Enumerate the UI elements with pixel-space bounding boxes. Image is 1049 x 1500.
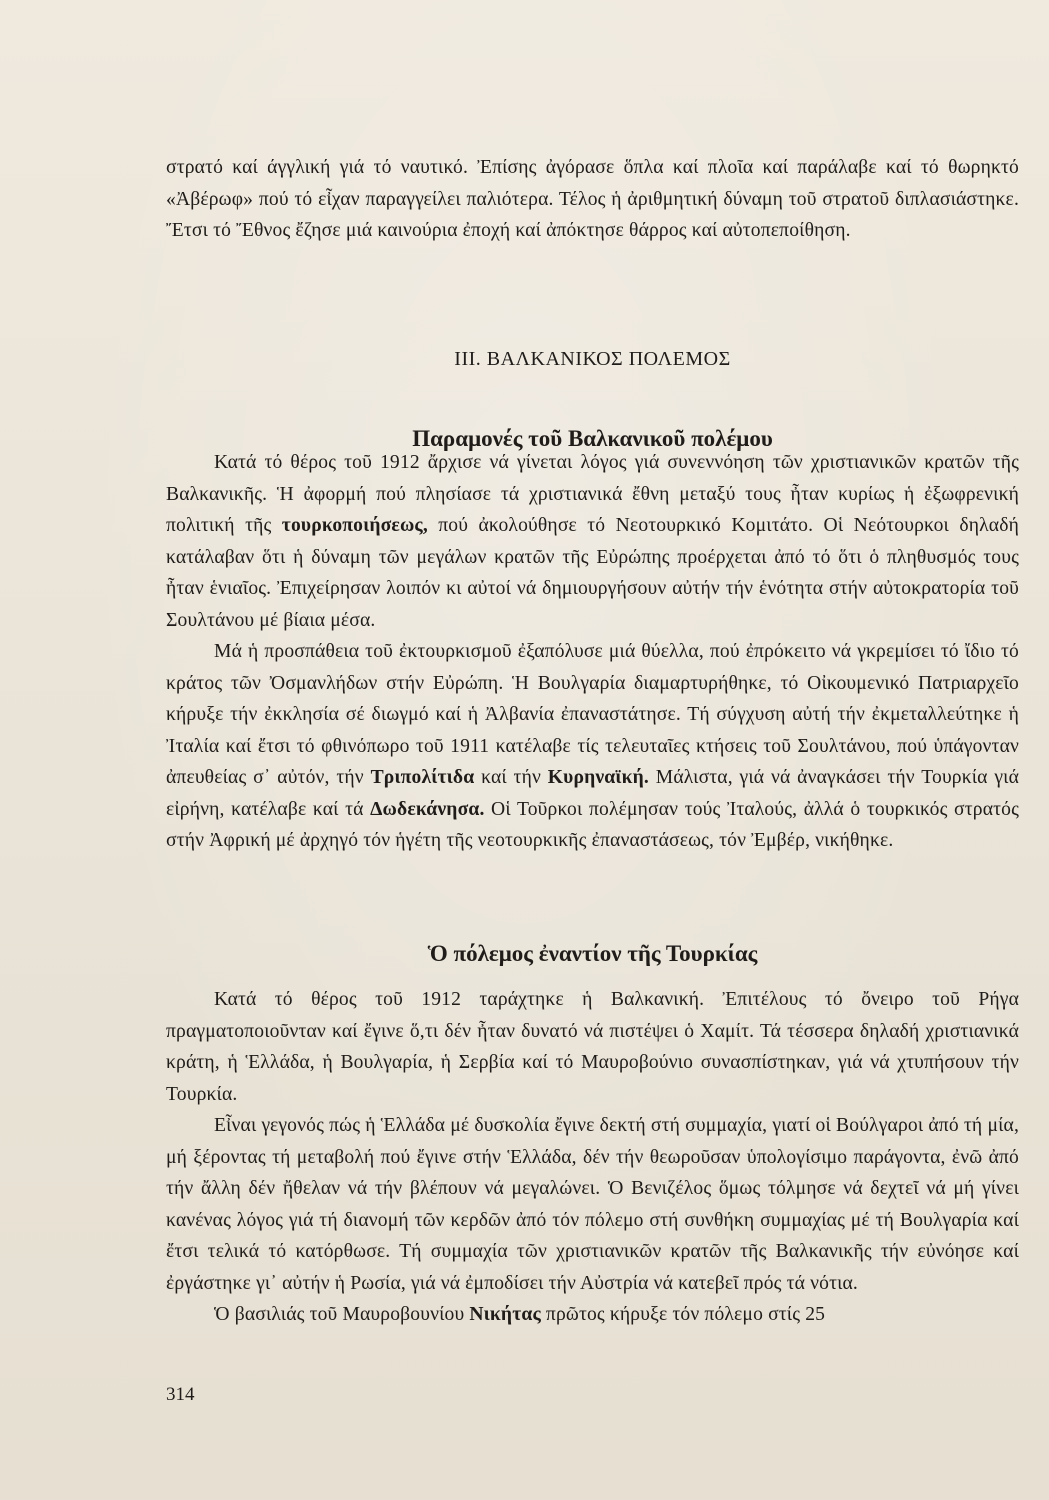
text-run: Ὁ βασιλιάς τοῦ Μαυροβουνίου	[214, 1304, 470, 1325]
section1-body	[166, 447, 1019, 857]
page-number: 314	[166, 1384, 195, 1405]
text-run: Μάλιστα, γιά νά ἀναγκάσει τήν Τουρκία γιά εἰρήνη, κατέλαβε καί τά	[166, 767, 1020, 820]
text-run: πρῶτος κήρυξε τόν πόλεμο στίς 25	[540, 1304, 826, 1325]
text-run: Κατά τό θέρος τοῦ 1912 ἄρχισε νά γίνεται λόγος γιά συνεννόηση τῶν χριστιανικῶν κρατῶν τῆς Βαλκανικῆς. Ἡ ἀφορμή πού πλησίασε τά χριστιανικά ἔθνη μεταξύ τους ἦταν κυρίως ἡ ἐξωφρενική πολιτική τῆς	[166, 452, 1019, 536]
intro-paragraph-block	[166, 152, 1019, 247]
section2-body	[166, 984, 1019, 1331]
bold-term: τουρκοποιήσεως,	[281, 515, 428, 536]
text-run: Μά ἡ προσπάθεια τοῦ ἐκτουρκισμοῦ ἐξαπόλυσε μιά θύελλα, πού ἐπρόκειτο νά γκρεμίσει τό ἴδιο τό κράτος τῶν Ὀσμανλήδων στήν Εὐρώπη. Ἡ Βουλγαρία διαμαρτυρήθηκε, τό Οἰκουμενικό Πατριαρχεῖο κήρυξε τήν ἐκκλησία σέ διωγμό καί ἡ Ἀλβανία ἐπαναστάτησε. Τή σύγχυση αὐτή τήν ἐκμεταλλεύτηκε ἡ Ἰταλία καί ἔτσι τό φθινόπωρο τοῦ 1911 κατέλαβε τίς τελευταῖες κτήσεις τοῦ Σουλτάνου, πού ὑπάγονταν ἀπευθείας σ᾽ αὐτόν, τήν	[166, 641, 1019, 788]
text-run: Οἱ Τοῦρκοι πολέμησαν τούς Ἰταλούς, ἀλλά ὁ τουρκικός στρατός στήν Ἀφρική μέ ἀρχηγό τόν ἡγέτη τῆς νεοτουρκικῆς ἐπαναστάσεως, τόν Ἐμβέρ, νικήθηκε.	[166, 798, 1019, 851]
intro-paragraph: στρατό καί άγγλική γιά τό ναυτικό. Ἐπίσης ἀγόρασε ὅπλα καί πλοῖα καί παράλαβε καί τό θωρηκτό «Ἀβέρωφ» πού τό εἶχαν παραγγείλει παλιότερα. Τέλος ἡ ἀριθμητική δύναμη τοῦ στρατοῦ διπλασιάστηκε. Ἔτσι τό Ἔθνος ἔζησε μιά καινούρια ἐποχή καί ἀπόκτησε θάρρος καί αὐτοπεποίθηση.	[166, 157, 1019, 241]
text-run: πού ἀκολούθησε τό Νεοτουρκικό Κομιτάτο. Οἱ Νεότουρκοι δηλαδή κατάλαβαν ὅτι ἡ δύναμη τῶν μεγάλων κρατῶν τῆς Εὐρώπης προέρχεται ἀπό τό ὅτι ὁ πληθυσμός τους ἦταν ἑνιαῖος. Ἐπιχείρησαν λοιπόν κι αὐτοί νά δημιουργήσουν αὐτήν τήν ἑνότητα στήν αὐτοκρατορία τοῦ Σουλτάνου μέ βίαια μέσα.	[166, 515, 1019, 631]
section-title-war-against-turkey: Ὁ πόλεμος ἐναντίον τῆς Τουρκίας	[427, 941, 758, 966]
section-title-eve-of-war: Παραμονές τοῦ Βαλκανικοῦ πολέμου	[412, 426, 773, 451]
section2-paragraph-3	[166, 1299, 1019, 1331]
bold-term: Δωδεκάνησα.	[370, 798, 485, 820]
text-run: καί τήν	[474, 767, 548, 788]
bold-term: Νικήτας	[469, 1304, 541, 1325]
bold-term: Κυρηναϊκή.	[547, 767, 649, 788]
section2-paragraph-2: Εἶναι γεγονός πώς ἡ Ἑλλάδα μέ δυσκολία ἔγινε δεκτή στή συμμαχία, γιατί οἱ Βούλγαροι ἀπό τή μία, μή ξέροντας τή μεταβολή πού ἔγινε στήν Ἑλλάδα, δέν τήν θεωροῦσαν ὑπολογίσιμο παράγοντα, ἐνῶ ἀπό τήν ἄλλη δέν ἤθελαν νά τήν βλέπουν νά μεγαλώνει. Ὁ Βενιζέλος ὅμως τόλμησε νά δεχτεῖ νά μή γίνει κανένας λόγος γιά τή διανομή τῶν κερδῶν ἀπό τόν πόλεμο στή συνθήκη συμμαχίας μέ τή Βουλγαρία καί ἔτσι τελικά τό κατόρθωσε. Τή συμμαχία τῶν χριστιανικῶν κρατῶν τῆς Βαλκανικῆς τήν εὐνόησε καί ἐργάστηκε γι᾽ αὐτήν ἡ Ρωσία, γιά νά ἐμποδίσει τήν Αὐστρία νά κατεβεῖ πρός τά νότια.	[166, 1115, 1019, 1294]
chapter-title: III. ΒΑΛΚΑΝΙΚΟΣ ΠΟΛΕΜΟΣ	[454, 348, 731, 370]
section1-paragraph-1	[166, 447, 1019, 636]
bold-term: Τριπολίτιδα	[370, 767, 475, 788]
section2-paragraph-1: Κατά τό θέρος τοῦ 1912 ταράχτηκε ἡ Βαλκανική. Ἐπιτέλους τό ὄνειρο τοῦ Ρήγα πραγματοποιοῦνταν καί ἔγινε ὅ,τι δέν ἦταν δυνατό νά πιστέψει ὁ Χαμίτ. Τά τέσσερα δηλαδή χριστιανικά κράτη, ἡ Ἑλλάδα, ἡ Βουλγαρία, ἡ Σερβία καί τό Μαυροβούνιο συνασπίστηκαν, γιά νά χτυπήσουν τήν Τουρκία.	[166, 989, 1019, 1105]
section1-paragraph-2	[166, 636, 1019, 857]
